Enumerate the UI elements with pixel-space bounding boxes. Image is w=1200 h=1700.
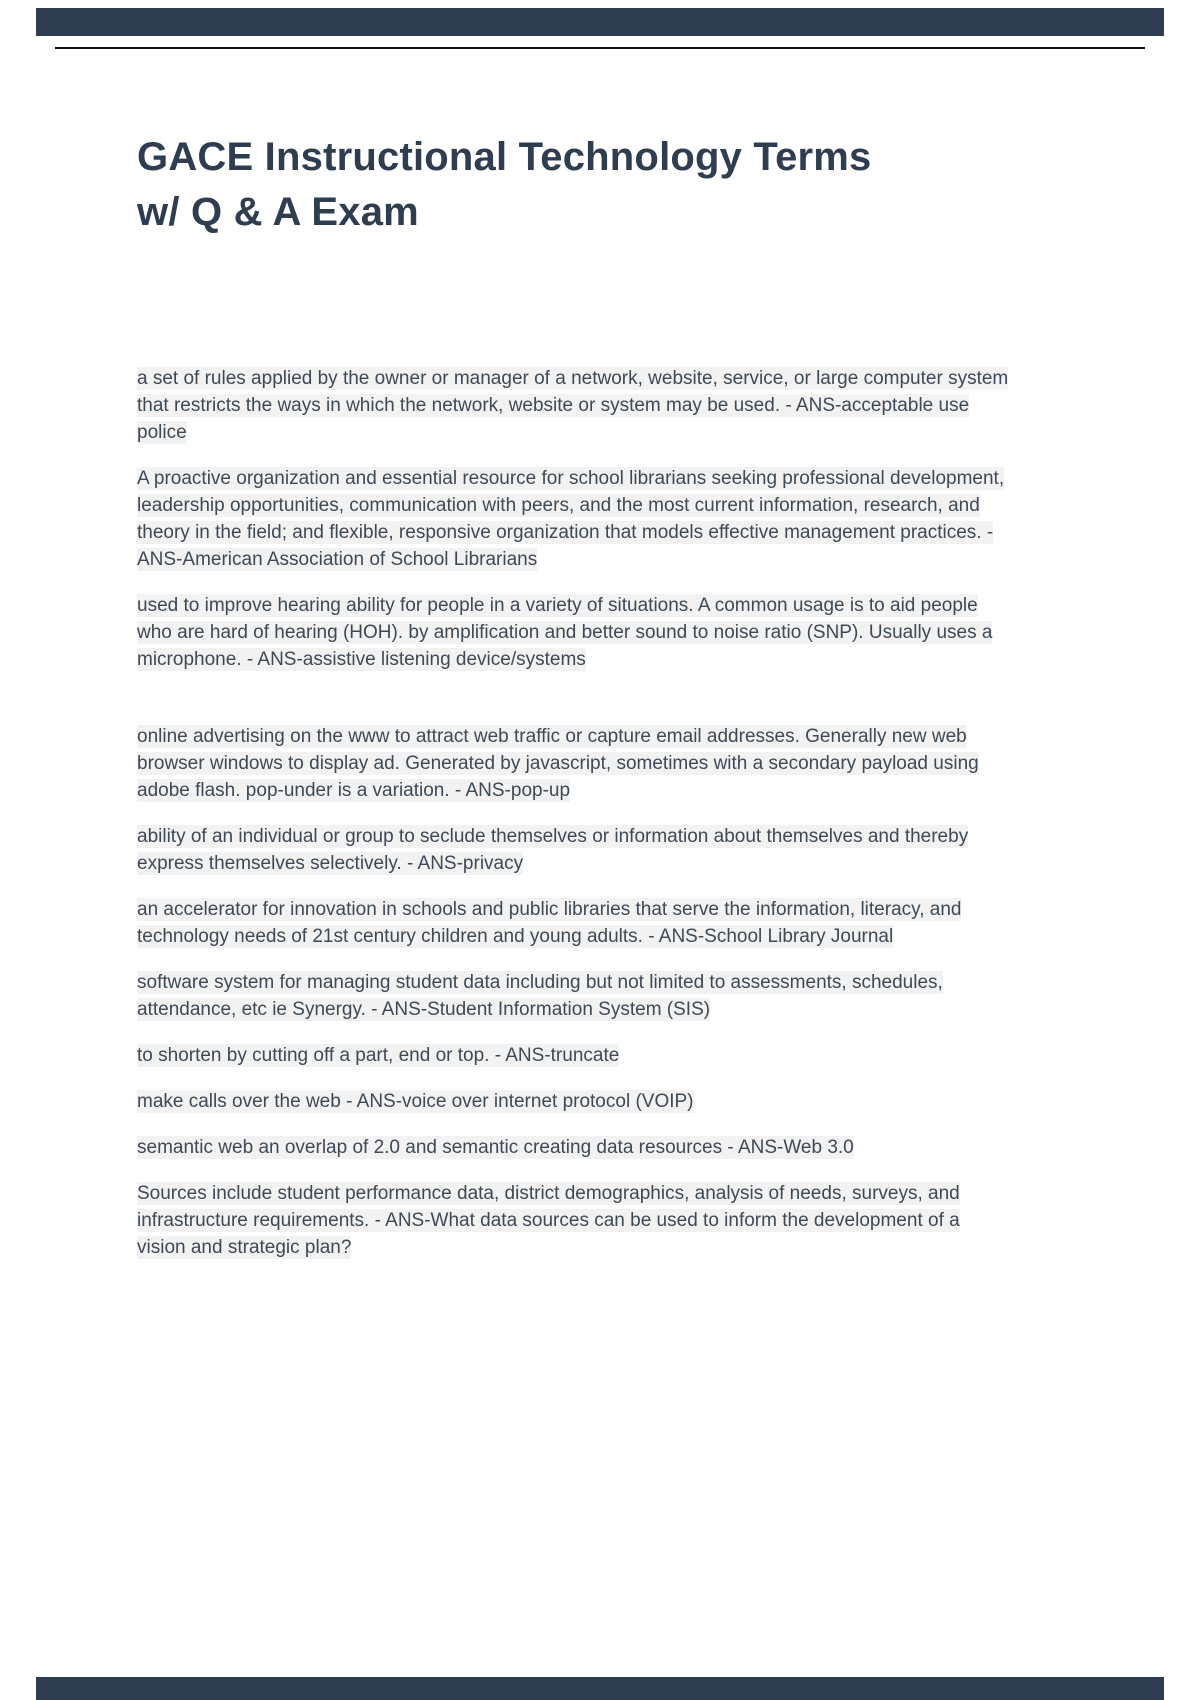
- paragraph: [137, 969, 1009, 1023]
- paragraph-text: an accelerator for innovation in schools and public libraries that serve the information, literacy, and technology needs of 21st century children and young adults. - ANS-School Library Journal: [137, 899, 962, 947]
- bottom-accent-bar: [36, 1677, 1164, 1700]
- paragraph-text: ability of an individual or group to seclude themselves or information about themselves and thereby express themselves selectively. - ANS-privacy: [137, 826, 969, 874]
- header-divider: [55, 47, 1145, 49]
- paragraph: [137, 1042, 1009, 1069]
- document-content: [137, 130, 1009, 1280]
- paragraph: [137, 365, 1009, 446]
- paragraph-text: software system for managing student data including but not limited to assessments, schedules, attendance, etc ie Synergy. - ANS-Student Information System (SIS): [137, 972, 943, 1020]
- paragraph-text: A proactive organization and essential resource for school librarians seeking professional development, leadership opportunities, communication with peers, and the most current information, research, and theory in the field; and flexible, responsive organization that models effective management practices. - ANS-American Association of School Librarians: [137, 468, 1005, 570]
- paragraph-text: used to improve hearing ability for people in a variety of situations. A common usage is to aid people who are hard of hearing (HOH). by amplification and better sound to noise ratio (SNP). Usually uses a microphone. - ANS-assistive listening device/systems: [137, 595, 993, 670]
- document-title: [137, 130, 1009, 240]
- paragraph-text: online advertising on the www to attract web traffic or capture email addresses. Generally new web browser windows to display ad. Generated by javascript, sometimes with a secondary payload using adobe flash. pop-under is a variation. - ANS-pop-up: [137, 726, 979, 801]
- paragraph-text: Sources include student performance data, district demographics, analysis of needs, surveys, and infrastructure requirements. - ANS-What data sources can be used to inform the development of a vision and strategic plan?: [137, 1183, 960, 1258]
- paragraph: [137, 592, 1009, 673]
- top-accent-bar: [36, 8, 1164, 36]
- paragraph-text: a set of rules applied by the owner or manager of a network, website, service, or large computer system that restricts the ways in which the network, website or system may be used. - ANS-acceptable use police: [137, 368, 1009, 443]
- paragraph: [137, 1180, 1009, 1261]
- paragraph: [137, 896, 1009, 950]
- document-title-line-2: w/ Q & A Exam: [137, 190, 419, 234]
- paragraph: [137, 1134, 1009, 1161]
- paragraph-text: make calls over the web - ANS-voice over internet protocol (VOIP): [137, 1091, 694, 1112]
- paragraph-list: [137, 365, 1009, 1261]
- paragraph: [137, 1088, 1009, 1115]
- paragraph: [137, 723, 1009, 804]
- paragraph: [137, 823, 1009, 877]
- document-title-line-1: GACE Instructional Technology Terms: [137, 135, 872, 179]
- paragraph-text: semantic web an overlap of 2.0 and semantic creating data resources - ANS-Web 3.0: [137, 1137, 854, 1158]
- paragraph: [137, 465, 1009, 573]
- paragraph-text: to shorten by cutting off a part, end or top. - ANS-truncate: [137, 1045, 620, 1066]
